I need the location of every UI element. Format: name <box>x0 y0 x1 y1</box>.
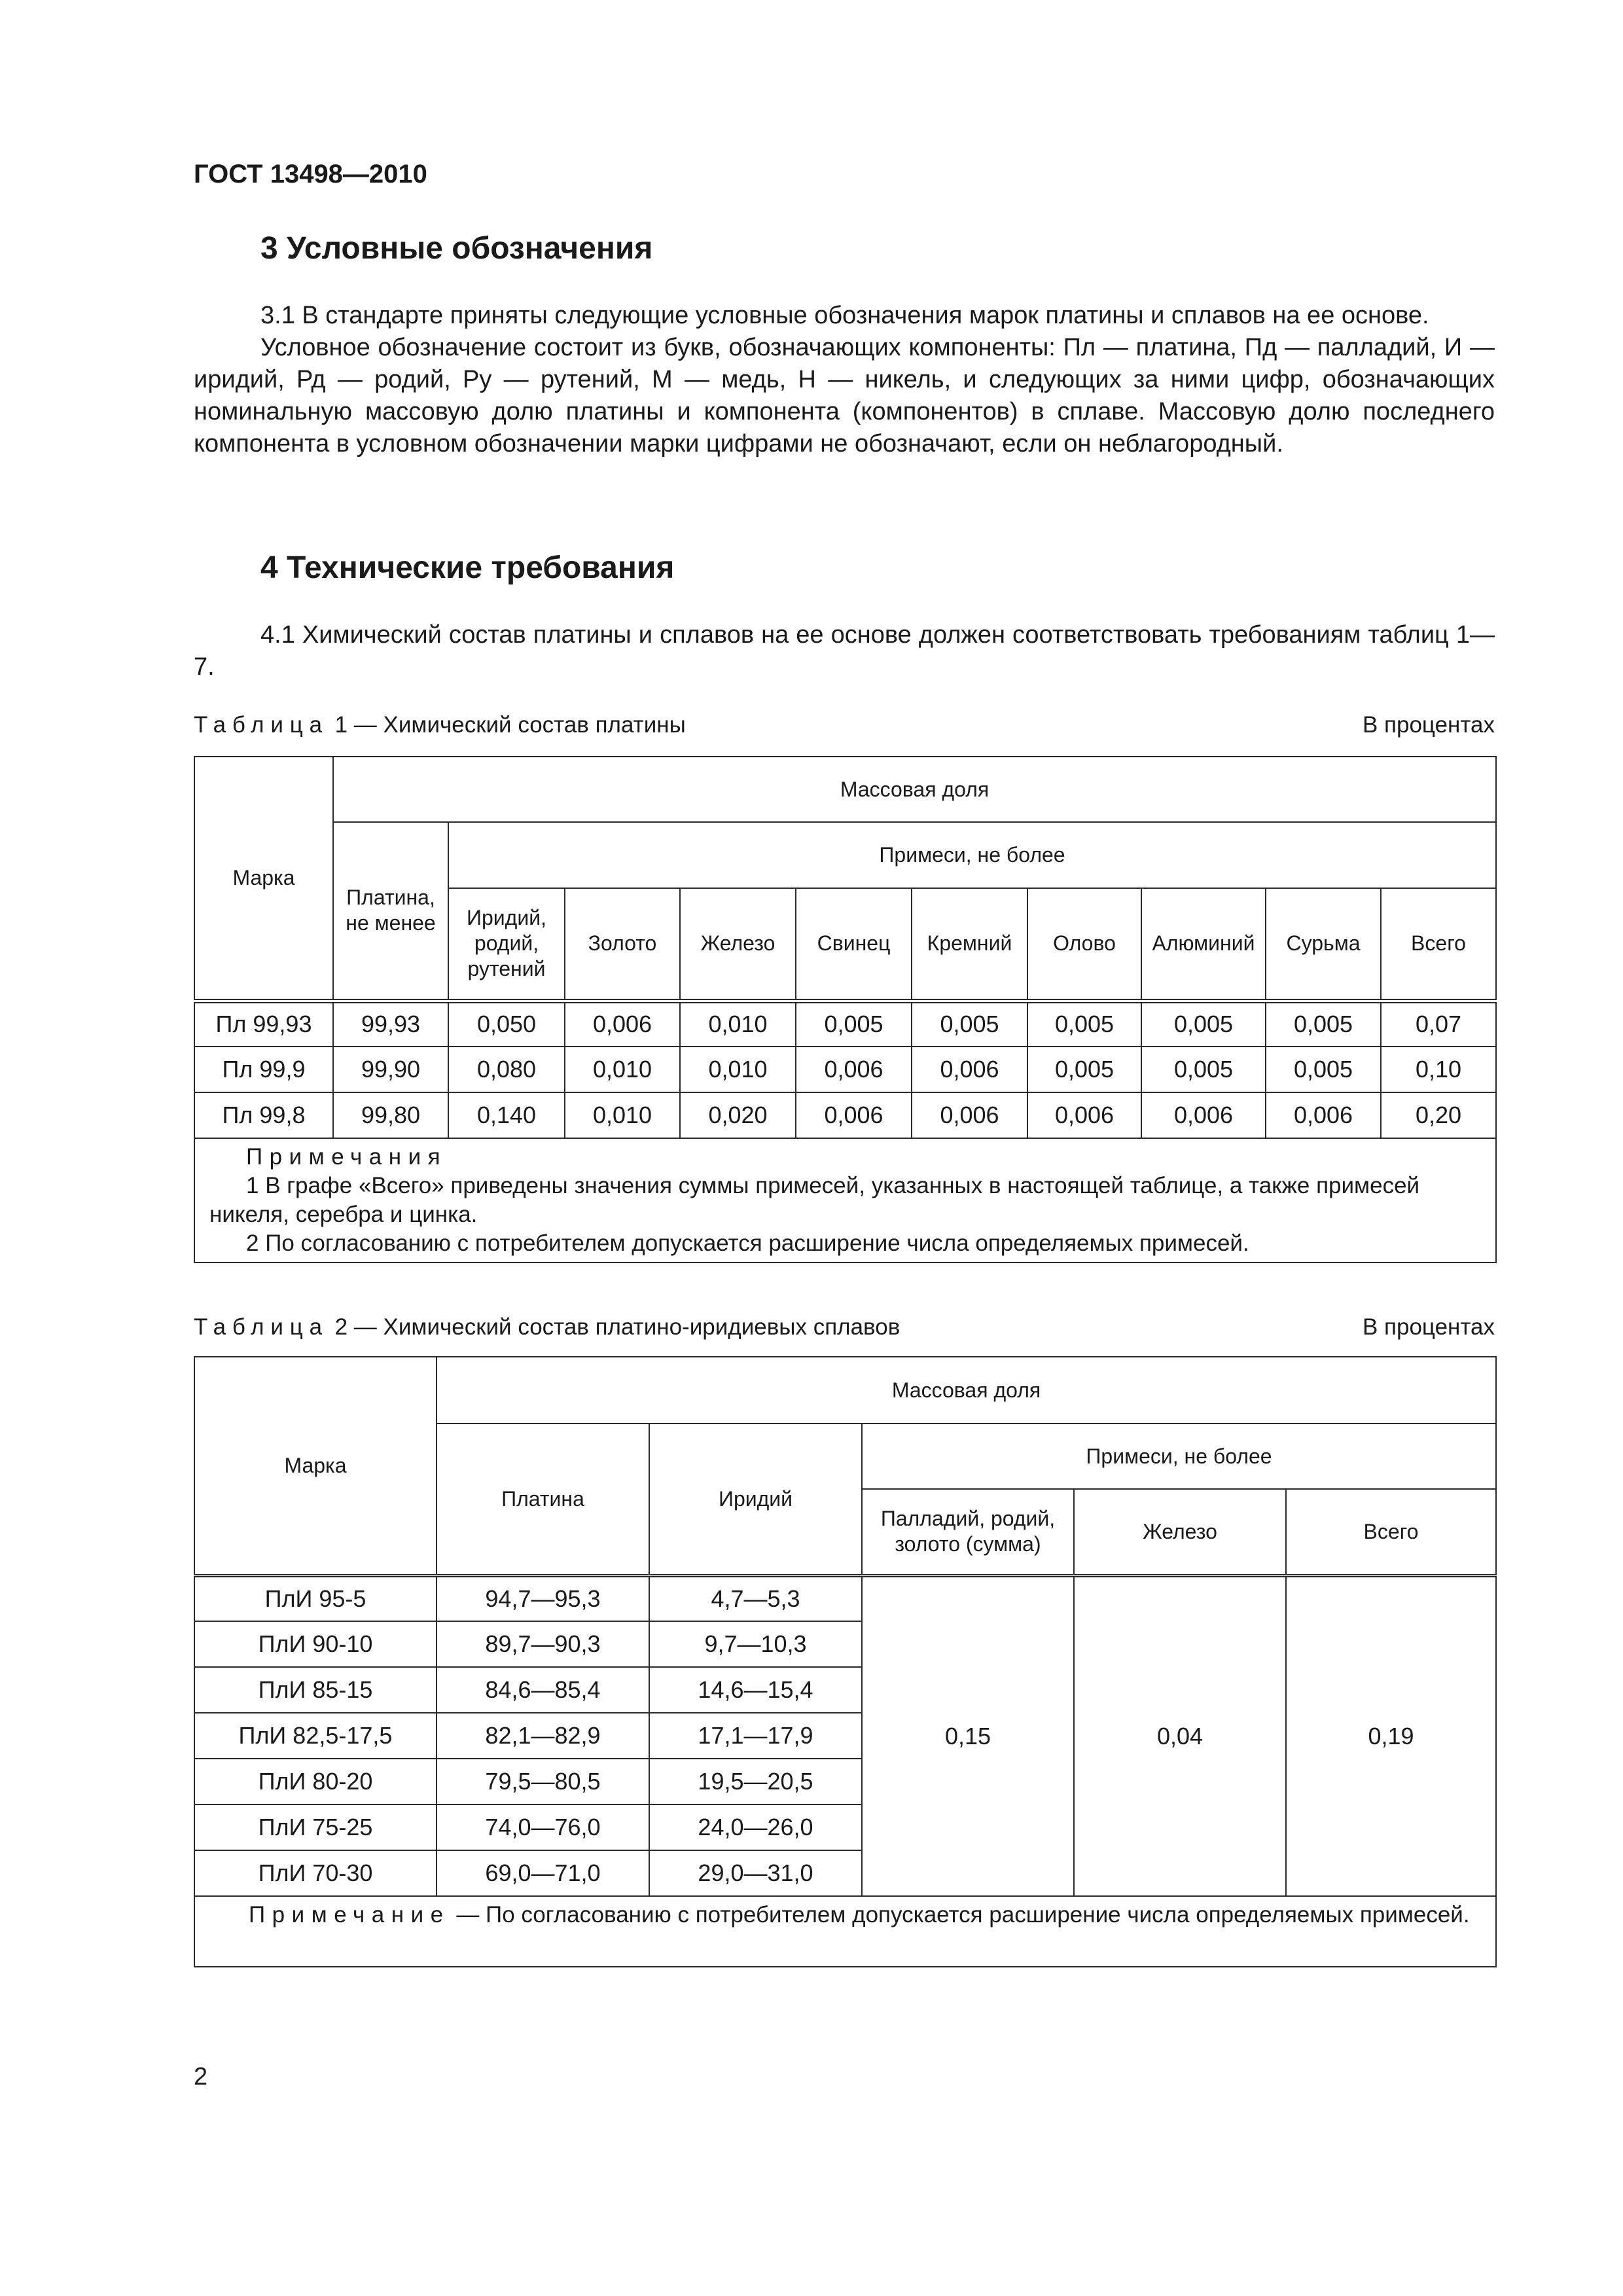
table-row <box>194 1047 1496 1092</box>
table-cell: 29,0—31,0 <box>649 1850 862 1896</box>
table-cell: 0,006 <box>1141 1092 1266 1138</box>
table-cell: 0,006 <box>796 1092 912 1138</box>
table-cell: 14,6—15,4 <box>649 1667 862 1713</box>
table-1-header-impurities: Примеси, не более <box>448 822 1496 888</box>
section-3-text <box>194 300 1495 460</box>
table-2-col-total: Всего <box>1286 1489 1496 1575</box>
table-cell: 89,7—90,3 <box>437 1621 649 1667</box>
table-1-col-tin: Олово <box>1027 888 1141 1001</box>
table-cell: ПлИ 95-5 <box>194 1575 437 1621</box>
table-1-header-mass: Массовая доля <box>333 757 1496 822</box>
table-1-unit: В процентах <box>1362 712 1495 738</box>
table-cell: 0,006 <box>1266 1092 1381 1138</box>
table-2-caption <box>194 1314 1495 1340</box>
table-1-col-lead: Свинец <box>796 888 912 1001</box>
table-1-col-antimony: Сурьма <box>1266 888 1381 1001</box>
table-cell: ПлИ 80-20 <box>194 1759 437 1804</box>
table-cell: 74,0—76,0 <box>437 1804 649 1850</box>
table-cell: 0,07 <box>1381 1001 1496 1047</box>
table-cell: 19,5—20,5 <box>649 1759 862 1804</box>
table-cell: ПлИ 85-15 <box>194 1667 437 1713</box>
table-1-notes <box>194 1138 1496 1263</box>
table-cell: 0,005 <box>1266 1001 1381 1047</box>
table-cell: 0,005 <box>796 1001 912 1047</box>
table-row <box>194 1092 1496 1138</box>
table-1-col-iron: Железо <box>680 888 796 1001</box>
table-cell: 79,5—80,5 <box>437 1759 649 1804</box>
table-2-header-impurities: Примеси, не более <box>862 1424 1496 1489</box>
table-2-header-mass: Массовая доля <box>437 1357 1496 1424</box>
section-4-title: 4 Технические требования <box>260 550 675 585</box>
table-row <box>194 1001 1496 1047</box>
table-cell: 99,93 <box>333 1001 448 1047</box>
table-cell: 0,005 <box>1141 1047 1266 1092</box>
table-cell: 84,6—85,4 <box>437 1667 649 1713</box>
table-cell: 0,080 <box>448 1047 565 1092</box>
table-2-note <box>194 1896 1496 1967</box>
table-2 <box>194 1356 1497 1967</box>
table-cell: 0,050 <box>448 1001 565 1047</box>
table-cell: ПлИ 75-25 <box>194 1804 437 1850</box>
table-2-col-iron: Железо <box>1074 1489 1286 1575</box>
table-cell: 94,7—95,3 <box>437 1575 649 1621</box>
table-2-note-text: — По согласованию с потребителем допускается расширение числа определяемых примесей. <box>450 1902 1470 1928</box>
table-2-header-marka: Марка <box>194 1357 437 1575</box>
table-1-caption-text: 1 — Химический состав платины <box>328 712 686 738</box>
table-2-impurity-iron-value: 0,04 <box>1074 1575 1286 1896</box>
table-1-col-silicon: Кремний <box>912 888 1027 1001</box>
table-cell: 0,006 <box>912 1092 1027 1138</box>
table-2-header-iridium: Иридий <box>649 1424 862 1575</box>
table-1-notes-label: Примечания <box>246 1144 448 1170</box>
table-cell: 0,010 <box>565 1092 680 1138</box>
table-cell: 0,006 <box>1027 1092 1141 1138</box>
section-3-title: 3 Условные обозначения <box>260 231 653 266</box>
table-cell: 0,10 <box>1381 1047 1496 1092</box>
table-cell: 99,90 <box>333 1047 448 1092</box>
table-1-header-platina: Платина, не менее <box>333 822 448 1001</box>
table-1-col-gold: Золото <box>565 888 680 1001</box>
table-cell: 0,005 <box>912 1001 1027 1047</box>
table-2-header-platina: Платина <box>437 1424 649 1575</box>
table-cell: 0,006 <box>796 1047 912 1092</box>
table-cell: 69,0—71,0 <box>437 1850 649 1896</box>
table-1-note-2: 2 По согласованию с потребителем допускается расширение числа определяемых примесей. <box>246 1230 1249 1256</box>
document-header: ГОСТ 13498—2010 <box>194 160 427 188</box>
table-cell: 0,020 <box>680 1092 796 1138</box>
table-cell: 0,20 <box>1381 1092 1496 1138</box>
table-2-col-palladium: Палладий, родий, золото (сумма) <box>862 1489 1074 1575</box>
table-1-col-total: Всего <box>1381 888 1496 1001</box>
section-4-text <box>194 619 1495 683</box>
table-2-caption-text: 2 — Химический состав платино-иридиевых сплавов <box>328 1314 901 1340</box>
table-cell: 0,010 <box>565 1047 680 1092</box>
table-row <box>194 1575 1496 1621</box>
table-cell: 0,005 <box>1266 1047 1381 1092</box>
table-cell: Пл 99,8 <box>194 1092 333 1138</box>
table-cell: 0,005 <box>1027 1047 1141 1092</box>
table-1-note-1: 1 В графе «Всего» приведены значения суммы примесей, указанных в настоящей таблице, а также примесей никеля, серебра и цинка. <box>209 1173 1420 1227</box>
table-cell: 4,7—5,3 <box>649 1575 862 1621</box>
table-cell: 0,006 <box>565 1001 680 1047</box>
table-cell: ПлИ 90-10 <box>194 1621 437 1667</box>
table-cell: ПлИ 82,5-17,5 <box>194 1713 437 1759</box>
page-number: 2 <box>194 2063 208 2090</box>
table-1-caption-label: Таблица <box>194 712 329 738</box>
paragraph-3-1: 3.1 В стандарте приняты следующие условные обозначения марок платины и сплавов на ее основе. <box>260 302 1429 329</box>
table-1-caption <box>194 712 1495 738</box>
table-1-col-aluminium: Алюминий <box>1141 888 1266 1001</box>
table-1 <box>194 756 1497 1263</box>
paragraph-4-1: 4.1 Химический состав платины и сплавов на ее основе должен соответствовать требованиям таблиц 1—7. <box>194 621 1495 681</box>
table-2-unit: В процентах <box>1362 1314 1495 1340</box>
table-cell: 0,005 <box>1141 1001 1266 1047</box>
table-cell: 82,1—82,9 <box>437 1713 649 1759</box>
table-cell: 24,0—26,0 <box>649 1804 862 1850</box>
table-cell: 9,7—10,3 <box>649 1621 862 1667</box>
table-cell: 99,80 <box>333 1092 448 1138</box>
table-cell: 0,005 <box>1027 1001 1141 1047</box>
table-2-impurity-palladium-value: 0,15 <box>862 1575 1074 1896</box>
table-cell: Пл 99,93 <box>194 1001 333 1047</box>
table-cell: 0,006 <box>912 1047 1027 1092</box>
table-cell: Пл 99,9 <box>194 1047 333 1092</box>
table-cell: 0,010 <box>680 1001 796 1047</box>
table-cell: 0,140 <box>448 1092 565 1138</box>
table-1-col-iridium: Иридий, родий, рутений <box>448 888 565 1001</box>
table-2-note-label: Примечание <box>249 1902 450 1928</box>
table-cell: 17,1—17,9 <box>649 1713 862 1759</box>
table-1-header-marka: Марка <box>194 757 333 1001</box>
table-2-caption-label: Таблица <box>194 1314 329 1340</box>
table-2-impurity-total-value: 0,19 <box>1286 1575 1496 1896</box>
table-cell: ПлИ 70-30 <box>194 1850 437 1896</box>
paragraph-3-1-cont: Условное обозначение состоит из букв, обозначающих компоненты: Пл — платина, Пд — палладий, И — иридий, Рд — родий, Ру — рутений, М — медь, Н — никель, и следующих за ними цифр, обозначающих номинальную массовую долю платины и компонента (компонентов) в сплаве. Массовую долю последнего компонента в условном обозначении марки цифрами не обозначают, если он неблагородный. <box>194 334 1495 457</box>
table-cell: 0,010 <box>680 1047 796 1092</box>
